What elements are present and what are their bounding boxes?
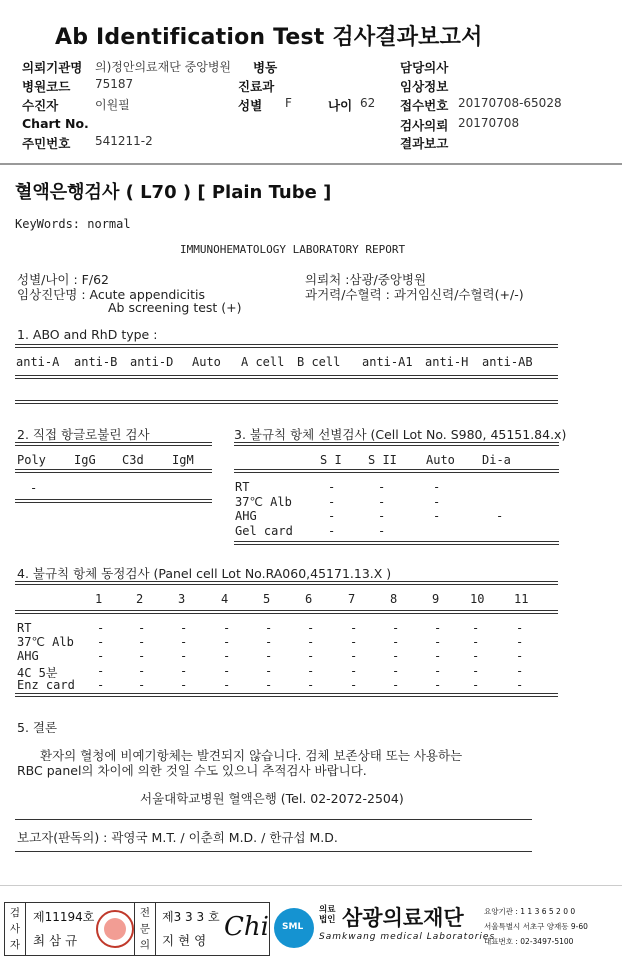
s4-cell: -	[434, 635, 442, 650]
s3-cell: -	[378, 509, 386, 523]
org-type: 의료 법인	[319, 905, 336, 925]
s4-col-header: 5	[263, 592, 271, 606]
keywords: KeyWords: normal	[15, 217, 131, 231]
sex-label: 성별	[238, 98, 263, 113]
s4-row-label: AHG	[17, 649, 39, 664]
s2-value: -	[30, 481, 38, 495]
org-name: 삼광의료재단	[342, 906, 464, 930]
s4-row-label: 4C 5분	[17, 665, 58, 680]
doctor-label: 담당의사	[400, 60, 449, 75]
s3-cell: -	[328, 509, 336, 523]
s4-col-header: 4	[221, 592, 229, 606]
code-value: 75187	[95, 77, 134, 91]
s4-cell: -	[472, 649, 480, 664]
s4-cell: -	[265, 677, 273, 692]
conclusion-line-1: 환자의 혈청에 비예기항체는 발견되지 않습니다. 검체 보존상태 또는 사용하는	[40, 748, 463, 763]
org-value: 의)정안의료재단 중앙병원	[95, 60, 232, 74]
s4-col-header: 2	[136, 592, 144, 606]
s4-cell: -	[265, 621, 273, 635]
s4-cell: -	[180, 677, 188, 692]
s4-cell: -	[516, 677, 524, 692]
s4-title: 4. 불규칙 항체 동정검사 (Panel cell Lot No.RA060,45171.13.X )	[17, 566, 392, 581]
s1-col-header: anti-A	[16, 355, 60, 369]
s1-col-header: anti-B	[74, 355, 118, 369]
s4-cell: -	[138, 677, 146, 692]
history: 과거력/수혈력 : 과거임신력/수혈력(+/-)	[305, 287, 524, 302]
s4-cell: -	[180, 649, 188, 664]
s4-col-header: 8	[390, 592, 398, 606]
section-title: 혈액은행검사 ( L70 ) [ Plain Tube ]	[15, 182, 332, 203]
s4-col-header: 9	[432, 592, 440, 606]
org-reg-no: 요양기관 : 1 1 3 6 5 2 0 0	[484, 907, 576, 916]
s3-rule-mid	[234, 469, 559, 473]
s4-cell: -	[516, 649, 524, 664]
s4-cell: -	[350, 635, 358, 650]
s2-rule-top	[15, 442, 212, 446]
s3-rule-bottom	[234, 541, 559, 545]
org-phone: 대표번호 : 02-3497-5100	[484, 937, 574, 946]
s4-cell: -	[392, 621, 400, 635]
chart-label: Chart No.	[22, 116, 89, 131]
s4-cell: -	[392, 649, 400, 664]
s3-row-label: RT	[235, 480, 250, 494]
s4-cell: -	[434, 649, 442, 664]
s1-title: 1. ABO and RhD type :	[17, 327, 158, 342]
s4-cell: -	[223, 621, 231, 635]
s1-rule-mid	[15, 375, 558, 379]
request-label: 검사의뢰	[400, 118, 449, 133]
s3-cell: -	[328, 523, 336, 538]
clinical-label: 임상정보	[400, 79, 449, 94]
report-label: 결과보고	[400, 136, 449, 151]
s4-cell: -	[350, 663, 358, 678]
s3-row-label: 37℃ Alb	[235, 494, 292, 509]
footer-divider	[0, 885, 622, 886]
s4-cell: -	[223, 635, 231, 650]
s4-row-label: 37℃ Alb	[17, 635, 74, 650]
id-label: 주민번호	[22, 136, 71, 151]
s4-col-header: 3	[178, 592, 186, 606]
specialist-name: 지 현 영	[162, 933, 207, 948]
conclusion-line-2: RBC panel의 차이에 의한 것일 수도 있으니 추적검사 바랍니다.	[17, 763, 367, 778]
s4-rule-bottom	[15, 693, 558, 697]
s4-cell: -	[307, 649, 315, 664]
s3-cell: -	[433, 509, 441, 523]
specialist-number: 제3 3 3 호	[162, 910, 220, 924]
org-name-en: Samkwang medical Laboratories	[319, 932, 496, 942]
samkwang-logo-icon: SML	[274, 908, 314, 948]
s4-cell: -	[265, 649, 273, 664]
s4-cell: -	[392, 663, 400, 678]
dept-label: 진료과	[238, 79, 275, 94]
receipt-value: 20170708-65028	[458, 96, 562, 110]
s4-cell: -	[472, 663, 480, 678]
s4-cell: -	[472, 677, 480, 692]
s4-cell: -	[516, 635, 524, 650]
s3-col-header: Di-a	[482, 453, 511, 467]
patient-label: 수진자	[22, 98, 59, 113]
receipt-label: 접수번호	[400, 98, 449, 113]
sex-age: 성별/나이 : F/62	[17, 272, 109, 287]
s4-rule-top	[15, 581, 558, 585]
header-divider	[0, 163, 622, 165]
s2-col-header: Poly	[17, 453, 46, 467]
s4-cell: -	[307, 663, 315, 678]
s4-row-label: Enz card	[17, 677, 75, 692]
specialist-label-cell	[134, 902, 156, 956]
reporter-rule-top	[15, 819, 532, 820]
org-label: 의뢰기관명	[22, 60, 83, 75]
s3-col-header: S I	[320, 453, 342, 467]
s4-cell: -	[180, 621, 188, 635]
s1-rule-top	[15, 344, 558, 348]
hospital-line: 서울대학교병원 혈액은행 (Tel. 02-2072-2504)	[140, 791, 404, 806]
s3-cell: -	[328, 480, 336, 494]
s1-col-header: Auto	[192, 355, 221, 369]
s4-col-header: 1	[95, 592, 103, 606]
s3-cell: -	[496, 509, 504, 523]
age-value: 62	[360, 96, 376, 110]
org-address: 서울특별시 서초구 양재동 9-60	[484, 922, 588, 931]
s4-col-header: 7	[348, 592, 356, 606]
s4-cell: -	[350, 621, 358, 635]
s4-cell: -	[223, 663, 231, 678]
s4-cell: -	[307, 677, 315, 692]
sex-value: F	[285, 96, 292, 110]
s4-cell: -	[97, 635, 105, 650]
diagnosis-2: Ab screening test (+)	[108, 300, 242, 315]
s2-col-header: IgG	[74, 453, 96, 467]
specialist-label: 전 문 의	[139, 907, 151, 951]
s4-cell: -	[472, 635, 480, 650]
s4-cell: -	[265, 635, 273, 650]
s3-cell: -	[433, 480, 441, 494]
reporter-line: 보고자(판독의) : 곽영국 M.T. / 이춘희 M.D. / 한규섭 M.D.	[17, 830, 338, 845]
s4-cell: -	[265, 663, 273, 678]
s3-cell: -	[433, 494, 441, 509]
s4-rule-mid	[15, 610, 558, 614]
s3-col-header: Auto	[426, 453, 455, 467]
s1-col-header: anti-D	[130, 355, 174, 369]
s4-cell: -	[138, 635, 146, 650]
s1-col-header: B cell	[297, 355, 341, 369]
s4-cell: -	[516, 621, 524, 635]
s4-cell: -	[138, 663, 146, 678]
s4-cell: -	[180, 635, 188, 650]
reporter-rule-bottom	[15, 851, 532, 852]
diagnosis: 임상진단명 : Acute appendicitis	[17, 287, 206, 302]
s3-cell: -	[378, 494, 386, 509]
s4-cell: -	[434, 621, 442, 635]
s1-rule-bottom	[15, 400, 558, 404]
s4-cell: -	[180, 663, 188, 678]
s4-cell: -	[307, 635, 315, 650]
s2-rule-bottom	[15, 499, 212, 503]
s4-cell: -	[516, 663, 524, 678]
s3-cell: -	[328, 494, 336, 509]
signature: Chi	[224, 912, 269, 942]
s4-cell: -	[138, 621, 146, 635]
tester-number: 제11194호	[33, 910, 95, 924]
request-value: 20170708	[458, 116, 520, 130]
s3-row-label: AHG	[235, 509, 257, 523]
s4-cell: -	[97, 621, 105, 635]
s4-cell: -	[223, 677, 231, 692]
s4-cell: -	[97, 649, 105, 664]
id-value: 541211-2	[95, 134, 153, 148]
tester-label: 검 사 자	[9, 907, 21, 951]
s3-rule-top	[234, 442, 559, 446]
s1-col-header: anti-H	[425, 355, 469, 369]
s4-cell: -	[350, 649, 358, 664]
s4-cell: -	[434, 677, 442, 692]
tester-name: 최 삼 규	[33, 933, 78, 948]
s3-cell: -	[378, 523, 386, 538]
ward-label: 병동	[253, 60, 278, 75]
s4-cell: -	[434, 663, 442, 678]
report-heading: IMMUNOHEMATOLOGY LABORATORY REPORT	[180, 243, 406, 256]
s4-col-header: 6	[305, 592, 313, 606]
s4-cell: -	[97, 663, 105, 678]
s4-col-header: 10	[470, 592, 485, 606]
s4-col-header: 11	[514, 592, 529, 606]
seal-icon	[96, 910, 134, 948]
s4-cell: -	[392, 677, 400, 692]
s4-row-label: RT	[17, 621, 32, 635]
age-label: 나이	[328, 98, 353, 113]
report-title: Ab Identification Test 검사결과보고서	[55, 25, 483, 50]
s4-cell: -	[138, 649, 146, 664]
s3-cell: -	[378, 480, 386, 494]
s2-rule-mid	[15, 469, 212, 473]
s1-col-header: A cell	[241, 355, 285, 369]
s3-row-label: Gel card	[235, 523, 293, 538]
s4-cell: -	[223, 649, 231, 664]
s2-col-header: C3d	[122, 453, 144, 467]
s3-title: 3. 불규칙 항체 선별검사 (Cell Lot No. S980, 45151.84.x)	[234, 427, 567, 442]
s4-cell: -	[350, 677, 358, 692]
s5-title: 5. 결론	[17, 720, 58, 735]
s4-cell: -	[97, 677, 105, 692]
patient-value: 이원필	[95, 98, 130, 112]
s2-col-header: IgM	[172, 453, 194, 467]
s1-col-header: anti-AB	[482, 355, 533, 369]
tester-label-cell	[4, 902, 26, 956]
s4-cell: -	[392, 635, 400, 650]
s2-title: 2. 직접 항글로불린 검사	[17, 427, 150, 442]
s4-cell: -	[307, 621, 315, 635]
requester: 의뢰처 :삼광/중앙병원	[305, 272, 427, 287]
s3-col-header: S II	[368, 453, 397, 467]
code-label: 병원코드	[22, 79, 71, 94]
s4-cell: -	[472, 621, 480, 635]
s1-col-header: anti-A1	[362, 355, 413, 369]
